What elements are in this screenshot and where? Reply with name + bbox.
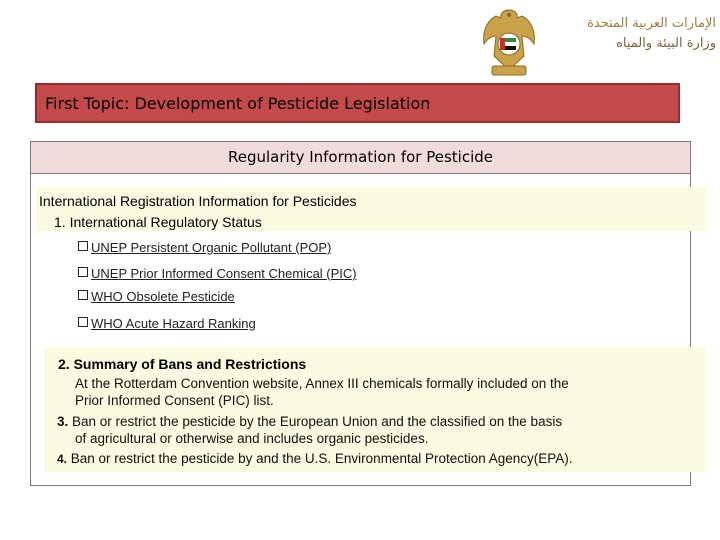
- section-subtitle: Regularity Information for Pesticide: [31, 142, 690, 174]
- checkbox-bullet-icon: [78, 267, 88, 277]
- bullet-item: [78, 266, 357, 281]
- item-3-number: 3.: [57, 414, 69, 429]
- summary-line-1: At the Rotterdam Convention website, Annex III chemicals formally included on the: [75, 376, 569, 391]
- item-4-paragraph: [57, 450, 712, 468]
- bullet-text: WHO Obsolete Pesticide: [91, 289, 235, 304]
- ministry-line-2: وزارة البيئة والمياه: [616, 36, 716, 51]
- bullet-item: [78, 240, 331, 255]
- checkbox-bullet-icon: [78, 241, 88, 251]
- bullet-item: [78, 289, 235, 304]
- bullet-item: [78, 316, 256, 331]
- summary-paragraph: [75, 375, 715, 409]
- item-3-paragraph: [57, 413, 712, 447]
- registration-heading: International Registration Information for Pesticides: [39, 193, 357, 209]
- item-3-line-1: Ban or restrict the pesticide by the European Union and the classified on the basis: [72, 414, 563, 429]
- regulatory-status-heading: 1. International Regulatory Status: [54, 214, 262, 230]
- summary-line-2: Prior Informed Consent (PIC) list.: [75, 393, 274, 408]
- ministry-name: [548, 14, 716, 54]
- checkbox-bullet-icon: [78, 290, 88, 300]
- bullet-text: UNEP Persistent Organic Pollutant (POP): [91, 240, 332, 255]
- bullet-text: WHO Acute Hazard Ranking: [91, 316, 256, 331]
- summary-heading: 2. Summary of Bans and Restrictions: [58, 356, 307, 372]
- uae-emblem-icon: [478, 4, 540, 80]
- checkbox-bullet-icon: [78, 317, 88, 327]
- item-4-text: Ban or restrict the pesticide by and the U.S. Environmental Protection Agency(EPA).: [70, 451, 573, 466]
- item-3-line-2: of agricultural or otherwise and includes organic pesticides.: [75, 431, 429, 446]
- ministry-line-1: الإمارات العربية المتحدة: [587, 16, 716, 31]
- item-4-number: 4.: [57, 452, 68, 466]
- content-box: [30, 141, 691, 486]
- title-banner: [35, 83, 680, 123]
- page-title: First Topic: Development of Pesticide Legislation: [45, 94, 431, 113]
- bullet-text: UNEP Prior Informed Consent Chemical (PIC): [91, 266, 357, 281]
